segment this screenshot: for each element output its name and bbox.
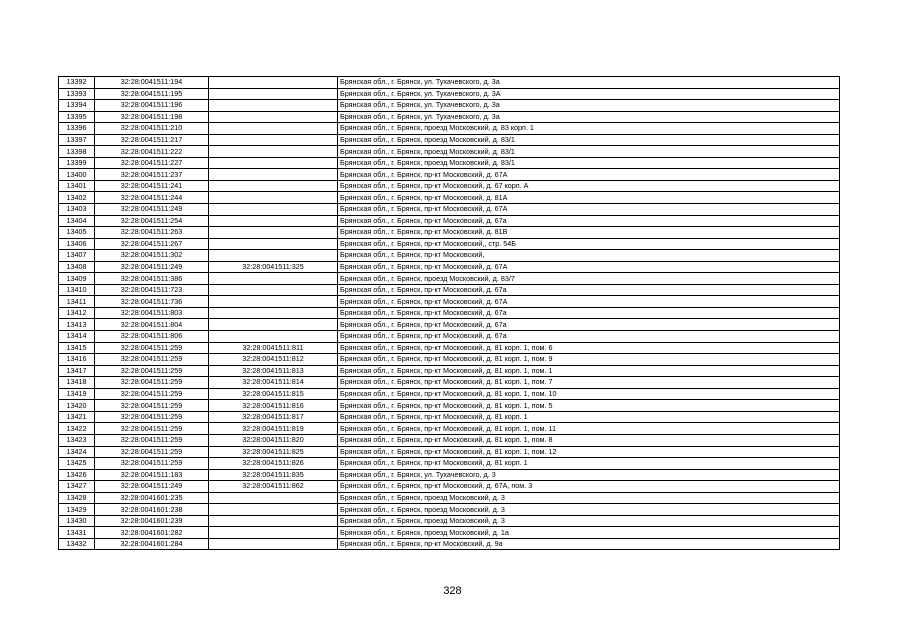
register-table-body: [59, 77, 840, 550]
table-row: [59, 515, 840, 527]
table-row: [59, 169, 840, 181]
table-row: [59, 215, 840, 227]
cadastral-number-cell: 32:28:0041511:259: [95, 388, 209, 400]
row-number-cell: 13407: [59, 250, 95, 262]
cadastral-number-cell: 32:28:0041511:267: [95, 238, 209, 250]
row-number-cell: 13426: [59, 469, 95, 481]
address-cell: Брянская обл., г. Брянск, проезд Московский, д. 3: [338, 492, 840, 504]
object-cadastral-number-cell: [209, 238, 338, 250]
address-cell: Брянская обл., г. Брянск, пр-кт Московский, д. 81 корп. 1, пом. 6: [338, 342, 840, 354]
address-cell: Брянская обл., г. Брянск, пр-кт Московский, д. 67а: [338, 284, 840, 296]
row-number-cell: 13409: [59, 273, 95, 285]
row-number-cell: 13416: [59, 354, 95, 366]
row-number-cell: 13424: [59, 446, 95, 458]
row-number-cell: 13422: [59, 423, 95, 435]
cadastral-number-cell: 32:28:0041511:259: [95, 365, 209, 377]
cadastral-number-cell: 32:28:0041601:235: [95, 492, 209, 504]
cadastral-number-cell: 32:28:0041511:259: [95, 446, 209, 458]
object-cadastral-number-cell: 32:28:0041511:862: [209, 481, 338, 493]
table-row: [59, 446, 840, 458]
object-cadastral-number-cell: [209, 331, 338, 343]
cadastral-number-cell: 32:28:0041511:194: [95, 77, 209, 89]
table-row: [59, 192, 840, 204]
cadastral-number-cell: 32:28:0041511:227: [95, 157, 209, 169]
row-number-cell: 13412: [59, 307, 95, 319]
table-row: [59, 411, 840, 423]
cadastral-number-cell: 32:28:0041511:263: [95, 227, 209, 239]
object-cadastral-number-cell: 32:28:0041511:813: [209, 365, 338, 377]
table-row: [59, 238, 840, 250]
table-row: [59, 538, 840, 550]
object-cadastral-number-cell: [209, 146, 338, 158]
table-row: [59, 88, 840, 100]
row-number-cell: 13406: [59, 238, 95, 250]
address-cell: Брянская обл., г. Брянск, ул. Тухачевского, д. 3а: [338, 77, 840, 89]
row-number-cell: 13397: [59, 134, 95, 146]
table-row: [59, 261, 840, 273]
row-number-cell: 13429: [59, 504, 95, 516]
cadastral-number-cell: 32:28:0041511:222: [95, 146, 209, 158]
object-cadastral-number-cell: [209, 192, 338, 204]
table-row: [59, 250, 840, 262]
address-cell: Брянская обл., г. Брянск, пр-кт Московский, д. 81 корп. 1, пом. 10: [338, 388, 840, 400]
row-number-cell: 13408: [59, 261, 95, 273]
table-row: [59, 307, 840, 319]
object-cadastral-number-cell: [209, 296, 338, 308]
address-cell: Брянская обл., г. Брянск, пр-кт Московский, д. 67а: [338, 215, 840, 227]
address-cell: Брянская обл., г. Брянск, пр-кт Московский, д. 81 корп. 1: [338, 458, 840, 470]
address-cell: Брянская обл., г. Брянск, ул. Тухачевского, д. 3а: [338, 100, 840, 112]
row-number-cell: 13425: [59, 458, 95, 470]
cadastral-register-table: [58, 76, 840, 550]
object-cadastral-number-cell: [209, 100, 338, 112]
table-row: [59, 157, 840, 169]
object-cadastral-number-cell: [209, 284, 338, 296]
object-cadastral-number-cell: 32:28:0041511:814: [209, 377, 338, 389]
address-cell: Брянская обл., г. Брянск, пр-кт Московский,, стр. 54Б: [338, 238, 840, 250]
cadastral-number-cell: 32:28:0041511:259: [95, 354, 209, 366]
address-cell: Брянская обл., г. Брянск, проезд Московский, д. 83/7: [338, 273, 840, 285]
table-row: [59, 180, 840, 192]
address-cell: Брянская обл., г. Брянск, пр-кт Московский, д. 81В: [338, 227, 840, 239]
object-cadastral-number-cell: 32:28:0041511:811: [209, 342, 338, 354]
object-cadastral-number-cell: [209, 492, 338, 504]
table-row: [59, 284, 840, 296]
object-cadastral-number-cell: [209, 307, 338, 319]
table-row: [59, 492, 840, 504]
address-cell: Брянская обл., г. Брянск, пр-кт Московский,: [338, 250, 840, 262]
address-cell: Брянская обл., г. Брянск, проезд Московский, д. 83/1: [338, 157, 840, 169]
object-cadastral-number-cell: [209, 215, 338, 227]
address-cell: Брянская обл., г. Брянск, пр-кт Московский, д. 81 корп. 1: [338, 411, 840, 423]
address-cell: Брянская обл., г. Брянск, пр-кт Московский, д. 67А, пом. 3: [338, 481, 840, 493]
cadastral-number-cell: 32:28:0041511:806: [95, 331, 209, 343]
row-number-cell: 13399: [59, 157, 95, 169]
address-cell: Брянская обл., г. Брянск, пр-кт Московский, д. 67А: [338, 204, 840, 216]
row-number-cell: 13395: [59, 111, 95, 123]
table-row: [59, 273, 840, 285]
cadastral-number-cell: 32:28:0041511:259: [95, 434, 209, 446]
address-cell: Брянская обл., г. Брянск, пр-кт Московский, д. 81 корп. 1, пом. 11: [338, 423, 840, 435]
object-cadastral-number-cell: [209, 527, 338, 539]
table-row: [59, 227, 840, 239]
object-cadastral-number-cell: [209, 123, 338, 135]
row-number-cell: 13431: [59, 527, 95, 539]
address-cell: Брянская обл., г. Брянск, пр-кт Московский, д. 67а: [338, 307, 840, 319]
cadastral-number-cell: 32:28:0041511:249: [95, 204, 209, 216]
address-cell: Брянская обл., г. Брянск, проезд Московский, д. 83/1: [338, 134, 840, 146]
row-number-cell: 13428: [59, 492, 95, 504]
cadastral-number-cell: 32:28:0041511:183: [95, 469, 209, 481]
row-number-cell: 13401: [59, 180, 95, 192]
cadastral-number-cell: 32:28:0041511:244: [95, 192, 209, 204]
address-cell: Брянская обл., г. Брянск, пр-кт Московский, д. 67А: [338, 169, 840, 181]
row-number-cell: 13414: [59, 331, 95, 343]
row-number-cell: 13392: [59, 77, 95, 89]
cadastral-number-cell: 32:28:0041511:196: [95, 100, 209, 112]
cadastral-number-cell: 32:28:0041511:210: [95, 123, 209, 135]
row-number-cell: 13393: [59, 88, 95, 100]
row-number-cell: 13415: [59, 342, 95, 354]
table-row: [59, 100, 840, 112]
cadastral-number-cell: 32:28:0041511:302: [95, 250, 209, 262]
row-number-cell: 13413: [59, 319, 95, 331]
address-cell: Брянская обл., г. Брянск, пр-кт Московский, д. 9а: [338, 538, 840, 550]
cadastral-number-cell: 32:28:0041511:803: [95, 307, 209, 319]
cadastral-number-cell: 32:28:0041511:386: [95, 273, 209, 285]
object-cadastral-number-cell: [209, 134, 338, 146]
address-cell: Брянская обл., г. Брянск, пр-кт Московский, д. 67 корп. А: [338, 180, 840, 192]
row-number-cell: 13400: [59, 169, 95, 181]
object-cadastral-number-cell: [209, 319, 338, 331]
cadastral-number-cell: 32:28:0041511:736: [95, 296, 209, 308]
table-row: [59, 77, 840, 89]
address-cell: Брянская обл., г. Брянск, ул. Тухачевского, д. 3А: [338, 88, 840, 100]
row-number-cell: 13405: [59, 227, 95, 239]
row-number-cell: 13419: [59, 388, 95, 400]
table-row: [59, 146, 840, 158]
address-cell: Брянская обл., г. Брянск, пр-кт Московский, д. 67а: [338, 319, 840, 331]
object-cadastral-number-cell: 32:28:0041511:819: [209, 423, 338, 435]
table-row: [59, 388, 840, 400]
object-cadastral-number-cell: [209, 250, 338, 262]
cadastral-number-cell: 32:28:0041511:217: [95, 134, 209, 146]
object-cadastral-number-cell: [209, 515, 338, 527]
address-cell: Брянская обл., г. Брянск, проезд Московский, д. 3: [338, 515, 840, 527]
object-cadastral-number-cell: [209, 88, 338, 100]
cadastral-number-cell: 32:28:0041511:241: [95, 180, 209, 192]
row-number-cell: 13403: [59, 204, 95, 216]
address-cell: Брянская обл., г. Брянск, пр-кт Московский, д. 81 корп. 1, пом. 7: [338, 377, 840, 389]
row-number-cell: 13398: [59, 146, 95, 158]
row-number-cell: 13430: [59, 515, 95, 527]
cadastral-number-cell: 32:28:0041511:198: [95, 111, 209, 123]
cadastral-number-cell: 32:28:0041511:259: [95, 423, 209, 435]
table-row: [59, 354, 840, 366]
object-cadastral-number-cell: [209, 227, 338, 239]
table-row: [59, 434, 840, 446]
cadastral-number-cell: 32:28:0041511:259: [95, 411, 209, 423]
address-cell: Брянская обл., г. Брянск, пр-кт Московский, д. 81 корп. 1, пом. 1: [338, 365, 840, 377]
row-number-cell: 13402: [59, 192, 95, 204]
address-cell: Брянская обл., г. Брянск, пр-кт Московский, д. 67А: [338, 296, 840, 308]
address-cell: Брянская обл., г. Брянск, проезд Московский, д. 83/1: [338, 146, 840, 158]
table-row: [59, 331, 840, 343]
table-row: [59, 204, 840, 216]
row-number-cell: 13396: [59, 123, 95, 135]
address-cell: Брянская обл., г. Брянск, пр-кт Московский, д. 81 корп. 1, пом. 5: [338, 400, 840, 412]
object-cadastral-number-cell: 32:28:0041511:826: [209, 458, 338, 470]
cadastral-number-cell: 32:28:0041511:237: [95, 169, 209, 181]
table-row: [59, 134, 840, 146]
cadastral-number-cell: 32:28:0041511:249: [95, 261, 209, 273]
object-cadastral-number-cell: 32:28:0041511:820: [209, 434, 338, 446]
address-cell: Брянская обл., г. Брянск, пр-кт Московский, д. 81 корп. 1, пом. 8: [338, 434, 840, 446]
row-number-cell: 13421: [59, 411, 95, 423]
object-cadastral-number-cell: [209, 273, 338, 285]
table-row: [59, 400, 840, 412]
object-cadastral-number-cell: 32:28:0041511:825: [209, 446, 338, 458]
cadastral-number-cell: 32:28:0041511:723: [95, 284, 209, 296]
cadastral-number-cell: 32:28:0041601:284: [95, 538, 209, 550]
cadastral-number-cell: 32:28:0041511:259: [95, 458, 209, 470]
cadastral-number-cell: 32:28:0041511:195: [95, 88, 209, 100]
address-cell: Брянская обл., г. Брянск, проезд Московский, д. 3: [338, 504, 840, 516]
object-cadastral-number-cell: 32:28:0041511:835: [209, 469, 338, 481]
cadastral-number-cell: 32:28:0041511:259: [95, 342, 209, 354]
cadastral-number-cell: 32:28:0041511:254: [95, 215, 209, 227]
cadastral-number-cell: 32:28:0041511:259: [95, 400, 209, 412]
object-cadastral-number-cell: [209, 169, 338, 181]
table-row: [59, 365, 840, 377]
object-cadastral-number-cell: [209, 77, 338, 89]
object-cadastral-number-cell: [209, 504, 338, 516]
table-row: [59, 504, 840, 516]
table-row: [59, 342, 840, 354]
address-cell: Брянская обл., г. Брянск, пр-кт Московский, д. 67А: [338, 261, 840, 273]
row-number-cell: 13410: [59, 284, 95, 296]
row-number-cell: 13418: [59, 377, 95, 389]
address-cell: Брянская обл., г. Брянск, пр-кт Московский, д. 81 корп. 1, пом. 9: [338, 354, 840, 366]
address-cell: Брянская обл., г. Брянск, проезд Московский, д. 83 корп. 1: [338, 123, 840, 135]
object-cadastral-number-cell: 32:28:0041511:812: [209, 354, 338, 366]
object-cadastral-number-cell: [209, 538, 338, 550]
page-number: 328: [443, 585, 462, 597]
object-cadastral-number-cell: [209, 157, 338, 169]
address-cell: Брянская обл., г. Брянск, ул. Тухачевского, д. 3: [338, 469, 840, 481]
table-row: [59, 296, 840, 308]
address-cell: Брянская обл., г. Брянск, пр-кт Московский, д. 67а: [338, 331, 840, 343]
object-cadastral-number-cell: 32:28:0041511:816: [209, 400, 338, 412]
address-cell: Брянская обл., г. Брянск, пр-кт Московский, д. 81 корп. 1, пом. 12: [338, 446, 840, 458]
object-cadastral-number-cell: [209, 180, 338, 192]
row-number-cell: 13411: [59, 296, 95, 308]
cadastral-number-cell: 32:28:0041511:259: [95, 377, 209, 389]
table-row: [59, 469, 840, 481]
row-number-cell: 13420: [59, 400, 95, 412]
row-number-cell: 13417: [59, 365, 95, 377]
object-cadastral-number-cell: 32:28:0041511:817: [209, 411, 338, 423]
table-row: [59, 377, 840, 389]
object-cadastral-number-cell: [209, 204, 338, 216]
cadastral-number-cell: 32:28:0041511:804: [95, 319, 209, 331]
table-row: [59, 527, 840, 539]
address-cell: Брянская обл., г. Брянск, пр-кт Московский, д. 81А: [338, 192, 840, 204]
row-number-cell: 13432: [59, 538, 95, 550]
row-number-cell: 13404: [59, 215, 95, 227]
object-cadastral-number-cell: [209, 111, 338, 123]
row-number-cell: 13423: [59, 434, 95, 446]
object-cadastral-number-cell: 32:28:0041511:815: [209, 388, 338, 400]
cadastral-number-cell: 32:28:0041601:238: [95, 504, 209, 516]
object-cadastral-number-cell: 32:28:0041511:325: [209, 261, 338, 273]
table-row: [59, 111, 840, 123]
table-row: [59, 423, 840, 435]
cadastral-number-cell: 32:28:0041511:249: [95, 481, 209, 493]
address-cell: Брянская обл., г. Брянск, ул. Тухачевского, д. 3а: [338, 111, 840, 123]
table-row: [59, 481, 840, 493]
table-row: [59, 458, 840, 470]
address-cell: Брянская обл., г. Брянск, проезд Московский, д. 1а: [338, 527, 840, 539]
row-number-cell: 13427: [59, 481, 95, 493]
table-row: [59, 123, 840, 135]
cadastral-number-cell: 32:28:0041601:282: [95, 527, 209, 539]
cadastral-number-cell: 32:28:0041601:239: [95, 515, 209, 527]
table-row: [59, 319, 840, 331]
row-number-cell: 13394: [59, 100, 95, 112]
